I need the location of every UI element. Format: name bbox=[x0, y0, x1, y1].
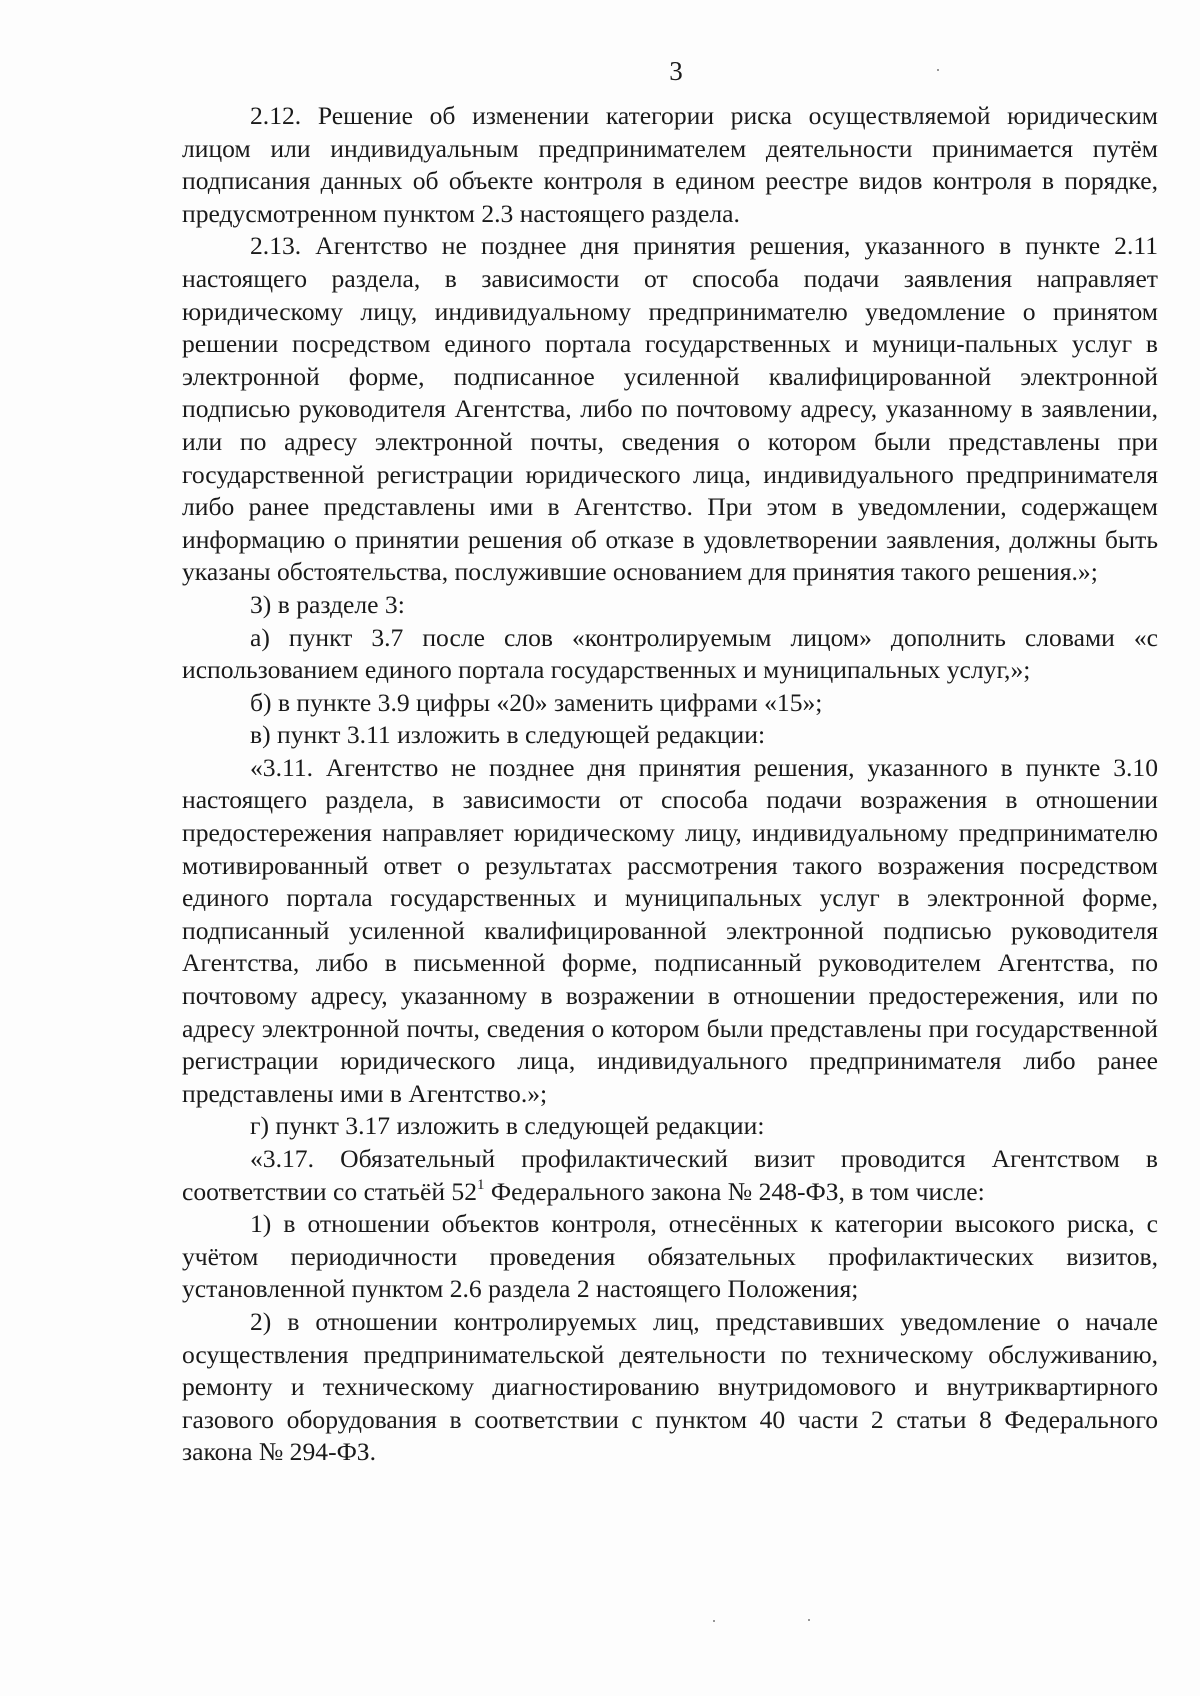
superscript-index: 1 bbox=[477, 1176, 485, 1193]
list-item-1: 1) в отношении объектов контроля, отнесённых к категории высокого риска, с учётом периодичности проведения обязательных профилактических визитов, установленной пунктом 2.6 раздела 2 настоящего Положения; bbox=[182, 1209, 1158, 1304]
paragraph-3g: г) пункт 3.17 изложить в следующей редакции: bbox=[250, 1111, 765, 1141]
paragraph-3-17-after: Федерального закона № 248-ФЗ, в том числе: bbox=[484, 1176, 985, 1206]
paragraph-3-17-before: «3.17. Обязательный профилактический визит проводится Агентством в соответствии со статьёй 52 bbox=[182, 1144, 1158, 1206]
scan-speck bbox=[713, 1620, 715, 1622]
paragraph-3v: в) пункт 3.11 изложить в следующей редакции: bbox=[250, 720, 766, 750]
list-item-2: 2) в отношении контролируемых лиц, представивших уведомление о начале осуществления предпринимательской деятельности по техническому обслуживанию, ремонту и техническому диагностированию внутридомового и внутриквартирного газового оборудования в соответствии с пунктом 40 части 2 статьи 8 Федерального закона № 294-ФЗ. bbox=[182, 1306, 1158, 1467]
scan-speck bbox=[808, 1619, 810, 1621]
paragraph-3b: б) в пункте 3.9 цифры «20» заменить цифрами «15»; bbox=[250, 687, 823, 717]
paragraph-2-13: 2.13. Агентство не позднее дня принятия решения, указанного в пункте 2.11 настоящего раздела, в зависимости от способа подачи заявления направляет юридическому лицу, индивидуальному предпринимателю уведомление о принятом решении посредством единого портала государственных и муници-пальных услуг в электронной форме, подписанное усиленной квалифицированной электронной подписью руководителя Агентства, либо по почтовому адресу, указанному в заявлении, или по адресу электронной почты, сведения о котором были представлены при государственной регистрации юридического лица, индивидуального предпринимателя либо ранее представлены ими в Агентство. При этом в уведомлении, содержащем информацию о принятии решения об отказе в удовлетворении заявления, должны быть указаны обстоятельства, послужившие основанием для принятия такого решения.»; bbox=[182, 231, 1158, 587]
paragraph-3-17 bbox=[182, 1143, 1158, 1208]
paragraph-3a: а) пункт 3.7 после слов «контролируемым лицом» дополнить словами «с использованием единого портала государственных и муниципальных услуг,»; bbox=[182, 622, 1158, 685]
paragraph-3-11: «3.11. Агентство не позднее дня принятия решения, указанного в пункте 3.10 настоящего раздела, в зависимости от способа подачи возражения в отношении предостережения направляет юридическому лицу, индивидуальному предпринимателю мотивированный ответ о результатах рассмотрения такого возражения посредством единого портала государственных и муниципальных услуг в электронной форме, подписанный усиленной квалифицированной электронной подписью руководителя Агентства, либо в письменной форме, подписанный руководителем Агентства, по почтовому адресу, указанному в возражении в отношении предостережения, или по адресу электронной почты, сведения о котором были представлены при государственной регистрации юридического лица, индивидуального предпринимателя либо ранее представлены ими в Агентство.»; bbox=[182, 752, 1158, 1108]
scan-speck bbox=[937, 69, 939, 71]
page-number: 3 bbox=[669, 56, 683, 86]
paragraph-section-3: 3) в разделе 3: bbox=[250, 589, 405, 619]
paragraph-2-12: 2.12. Решение об изменении категории риска осуществляемой юридическим лицом или индивидуальным предпринимателем деятельности принимается путём подписания данных об объекте контроля в едином реестре видов контроля в порядке, предусмотренном пунктом 2.3 настоящего раздела. bbox=[182, 101, 1158, 228]
document-body bbox=[182, 100, 1158, 1469]
